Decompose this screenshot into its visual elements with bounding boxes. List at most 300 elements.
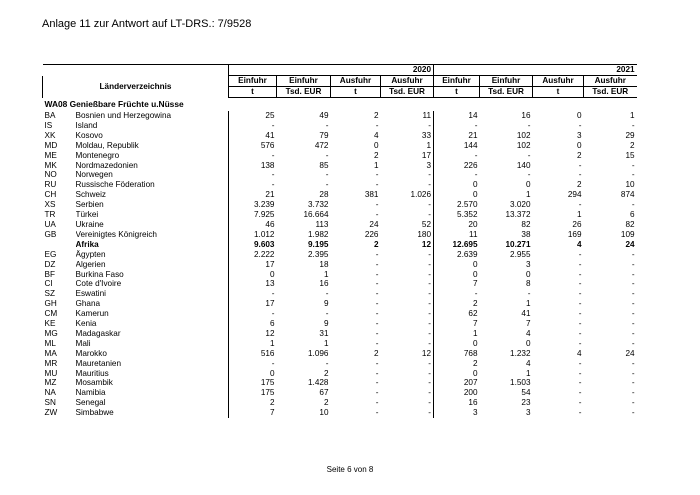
value-cell: 25 [229,111,277,121]
value-cell: - [229,180,277,190]
value-cell: 9 [323,319,329,329]
value-cell: - [375,408,379,418]
value-cell: - [434,121,480,131]
value-cell: 0 [434,339,480,349]
value-cell: - [375,299,379,309]
value-cell: 16 [319,279,329,289]
country-code: UA [44,219,56,229]
col-header: Ausfuhr [331,76,381,87]
value-cell: 2 [323,368,329,378]
value-cell: 82 [625,219,635,229]
value-cell: - [325,180,329,190]
country-code: BA [44,111,56,120]
value-cell: - [325,309,329,319]
country-name: Island [75,120,98,130]
country-name: Algerien [75,259,106,269]
unit-header: Tsd. EUR [584,87,637,98]
country-code: MG [44,328,58,338]
value-cell: 16.664 [303,210,329,220]
value-cell: 3 [434,408,480,418]
value-cell: 62 [434,309,480,319]
table-row [43,200,637,210]
value-cell: - [375,180,379,190]
country-code: MK [44,160,57,170]
country-code: MA [44,348,57,358]
value-cell: - [375,328,379,338]
value-cell: 1.428 [308,378,329,388]
value-cell: 7 [229,408,277,418]
value-cell: 1 [426,140,432,150]
country-name: Türkei [75,210,99,220]
value-cell: - [428,368,432,378]
value-cell: 140 [516,160,531,170]
table-row [43,279,637,289]
value-cell: 16 [434,398,480,408]
value-cell: - [434,289,480,299]
value-cell: 1 [434,329,480,339]
value-cell: 138 [229,161,277,171]
value-cell: 9 [323,299,329,309]
value-cell: 2 [373,348,379,358]
page-footer: Seite 6 von 8 [326,465,374,474]
value-cell: 226 [364,229,379,239]
value-cell: 1.503 [510,378,531,388]
value-cell: 24 [625,348,635,358]
country-name: Namibia [75,388,106,398]
country-name: Marokko [75,348,107,358]
table-row [43,190,637,200]
value-cell: - [375,200,379,210]
value-cell: 4 [373,130,379,140]
value-cell: - [325,358,329,368]
value-cell: 0 [229,369,277,379]
value-cell: - [631,299,635,309]
country-name: Mali [75,338,91,348]
column-header-row [43,76,637,87]
value-cell: - [375,279,379,289]
value-cell: 23 [521,398,531,408]
table-row [43,131,637,141]
value-cell: 17 [229,260,277,270]
col-header: Ausfuhr [584,76,637,87]
value-cell: 0 [434,260,480,270]
value-cell: - [428,249,432,259]
value-cell: - [631,388,635,398]
trade-table-frame [42,64,636,418]
value-cell: - [578,200,582,210]
value-cell: 1.982 [308,229,329,239]
value-cell: - [428,210,432,220]
country-code: MZ [44,378,57,388]
value-cell: 294 [567,190,582,200]
value-cell: 20 [434,220,480,230]
value-cell: 226 [434,161,480,171]
table-row [43,111,637,121]
value-cell: - [428,408,432,418]
table-row [43,141,637,151]
country-code: TR [44,210,56,220]
value-cell: - [578,269,582,279]
table-row [43,270,637,280]
country-name: Eswatini [75,289,106,299]
table-row [43,329,637,339]
value-cell: 1.012 [229,230,277,240]
value-cell: - [631,200,635,210]
value-cell: - [375,259,379,269]
value-cell: - [375,210,379,220]
value-cell: 3.239 [229,200,277,210]
value-cell: - [578,358,582,368]
table-row [43,210,637,220]
value-cell: - [428,388,432,398]
value-cell: - [578,120,582,130]
country-name: Moldau, Republik [75,140,139,150]
value-cell: 29 [625,130,635,140]
value-cell: 13 [229,279,277,289]
value-cell: 2 [323,398,329,408]
value-cell: 472 [314,140,329,150]
value-cell: - [375,388,379,398]
country-code: NO [44,170,57,180]
value-cell: - [631,259,635,269]
value-cell: 874 [620,190,635,200]
country-name: Senegal [75,398,106,408]
value-cell: 2.395 [308,249,329,259]
value-cell: - [578,328,582,338]
value-cell: 16 [521,111,531,120]
country-code: NA [44,388,56,398]
value-cell: 200 [434,388,480,398]
country-name: Montenegro [75,150,120,160]
value-cell: 5.352 [434,210,480,220]
value-cell: 144 [434,141,480,151]
value-cell: - [527,170,531,180]
table-row [43,349,637,359]
value-cell: 0 [525,269,531,279]
value-cell: 4 [576,239,582,249]
value-cell: 3 [525,408,531,418]
value-cell: - [375,378,379,388]
table-row [43,319,637,329]
value-cell: - [325,120,329,130]
country-code: EG [44,249,57,259]
unit-header: t [331,87,381,98]
value-cell: 11 [434,230,480,240]
value-cell: 24 [369,219,379,229]
table-row [43,220,637,230]
table-row [43,388,637,398]
value-cell: - [578,319,582,329]
value-cell: 3 [426,160,432,170]
value-cell: 1 [576,210,582,220]
table-row [43,170,637,180]
value-cell: 0 [525,338,531,348]
value-cell: 0 [576,111,582,120]
country-name: Mauretanien [75,358,122,368]
value-cell: - [375,170,379,180]
value-cell: 1 [373,160,379,170]
value-cell: - [428,200,432,210]
value-cell: 41 [229,131,277,141]
value-cell: 33 [421,130,432,140]
country-code: BF [44,269,55,279]
table-row [43,398,637,408]
unit-header: Tsd. EUR [480,87,533,98]
table-row [43,161,637,171]
country-name: Mosambik [75,378,113,388]
value-cell: - [578,259,582,269]
value-cell: - [578,170,582,180]
value-cell: - [578,388,582,398]
value-cell: 0 [434,180,480,190]
table-row [43,339,637,349]
value-cell: 49 [319,111,329,120]
value-cell: 26 [572,219,582,229]
value-cell: 8 [525,279,531,289]
value-cell: 7.925 [229,210,277,220]
value-cell: - [428,328,432,338]
value-cell: - [375,120,379,130]
value-cell: 2.639 [434,250,480,260]
unit-header: t [533,87,584,98]
value-cell: - [631,398,635,408]
value-cell: 102 [516,130,531,140]
value-cell: 516 [229,349,277,359]
value-cell: - [578,160,582,170]
value-cell: 12.695 [434,240,480,250]
table-row [43,369,637,379]
value-cell: - [325,170,329,180]
table-row [43,378,637,388]
value-cell: 175 [229,378,277,388]
value-cell: 7 [434,279,480,289]
unit-header: Tsd. EUR [381,87,434,98]
value-cell: 67 [319,388,329,398]
value-cell: - [375,358,379,368]
value-cell: - [229,359,277,369]
value-cell: 1.232 [510,348,531,358]
value-cell: 2 [373,150,379,160]
value-cell: 3 [525,259,531,269]
table-row [43,180,637,190]
value-cell: - [428,378,432,388]
country-name: Cote d'Ivoire [75,279,122,289]
country-code: RU [44,180,57,190]
value-cell: 1 [323,338,329,348]
value-cell: - [229,309,277,319]
value-cell: 1 [525,299,531,309]
value-cell: 6 [229,319,277,329]
value-cell: - [527,120,531,130]
value-cell: - [375,289,379,299]
value-cell: 12 [421,239,432,249]
value-cell: 10.271 [505,239,531,249]
value-cell: 15 [625,150,635,160]
country-name: Ägypten [75,249,106,259]
value-cell: 4 [525,328,531,338]
value-cell: - [428,289,432,299]
table-row [43,121,637,131]
value-cell: 3 [576,130,582,140]
value-cell: 768 [434,349,480,359]
value-cell: 169 [567,229,582,239]
country-code: SN [44,398,56,408]
country-name: Mauritius [75,368,109,378]
value-cell: 9.603 [229,240,277,250]
value-cell: 85 [319,160,329,170]
value-cell: - [375,319,379,329]
value-cell: - [631,269,635,279]
year-2020: 2020 [229,65,434,76]
value-cell: 10 [625,180,635,190]
value-cell: 41 [521,309,531,319]
value-cell: - [428,299,432,309]
value-cell: 38 [521,229,531,239]
value-cell: 17 [421,150,432,160]
value-cell: 3.020 [510,200,531,210]
country-name: Burkina Faso [75,269,124,279]
value-cell: 3.732 [308,200,329,210]
document-title: Anlage 11 zur Antwort auf LT-DRS.: 7/9528 [42,18,252,30]
country-code: IS [44,120,53,130]
value-cell: 11 [422,111,432,120]
country-code: ZW [44,408,58,418]
country-name: Bosnien und Herzegowina [75,111,172,120]
table-row [43,230,637,240]
trade-table [42,64,637,418]
value-cell: 2 [373,111,379,120]
value-cell: - [428,319,432,329]
value-cell: - [578,338,582,348]
value-cell: 0 [434,190,480,200]
country-name: Norwegen [75,170,113,180]
table-row [43,289,637,299]
value-cell: 381 [364,190,379,200]
year-header-row [43,65,637,76]
value-cell: 2 [576,180,582,190]
value-cell: 82 [521,219,531,229]
value-cell: 1.026 [410,190,432,200]
year-2021: 2021 [434,65,637,76]
table-row [43,260,637,270]
country-code: XS [44,200,56,210]
value-cell: - [428,358,432,368]
col-header: Einfuhr [229,76,277,87]
country-name: Kenia [75,319,97,329]
value-cell: - [631,338,635,348]
value-cell: 17 [229,299,277,309]
value-cell: - [434,151,480,161]
value-cell: 0 [229,270,277,280]
value-cell: 207 [434,378,480,388]
value-cell: 1 [229,339,277,349]
country-name: Ukraine [75,219,104,229]
country-code [43,240,76,250]
value-cell: 0 [434,369,480,379]
value-cell: - [375,269,379,279]
value-cell: - [631,378,635,388]
value-cell: 24 [625,239,635,249]
country-header: Länderverzeichnis [43,76,229,98]
value-cell: - [578,299,582,309]
value-cell: 4 [576,348,582,358]
value-cell: 576 [229,141,277,151]
value-cell: - [375,249,379,259]
value-cell: - [325,289,329,299]
value-cell: 1 [525,190,531,200]
value-cell: 2 [229,398,277,408]
value-cell: 113 [315,219,329,229]
value-cell: - [229,170,277,180]
value-cell: - [578,368,582,378]
value-cell: - [229,121,277,131]
value-cell: 0 [576,140,582,150]
section-title: WA08 Genießbare Früchte u.Nüsse [44,99,184,109]
table-row [43,250,637,260]
value-cell: 7 [434,319,480,329]
country-name: Kosovo [75,130,103,140]
value-cell: - [375,398,379,408]
value-cell: - [375,338,379,348]
value-cell: 13.372 [505,210,531,220]
col-header: Ausfuhr [381,76,434,87]
value-cell: - [631,328,635,338]
country-name: Afrika [75,239,99,249]
value-cell: - [578,408,582,418]
country-name: Nordmazedonien [75,160,138,170]
country-code: MD [44,140,58,150]
value-cell: 0 [373,140,379,150]
value-cell: 21 [434,131,480,141]
value-cell: - [578,289,582,299]
value-cell: - [631,309,635,319]
table-row [43,151,637,161]
value-cell: - [631,368,635,378]
value-cell: 6 [630,210,635,220]
value-cell: 180 [417,229,432,239]
country-code: SZ [44,289,55,299]
country-code: GH [44,299,57,309]
value-cell: - [631,319,635,329]
value-cell: - [631,160,635,170]
value-cell: 79 [319,130,329,140]
col-header: Ausfuhr [533,76,584,87]
value-cell: 14 [434,111,480,121]
value-cell: - [578,279,582,289]
country-name: Russische Föderation [75,180,155,190]
table-row [43,408,637,418]
value-cell: - [434,170,480,180]
value-cell: 7 [525,319,531,329]
value-cell: 31 [319,328,329,338]
value-cell: 21 [229,190,277,200]
value-cell: - [631,289,635,299]
country-name: Kamerun [75,309,109,319]
value-cell: 18 [319,259,329,269]
value-cell: 2.570 [434,200,480,210]
value-cell: 28 [319,190,329,200]
value-cell: 9.195 [308,239,329,249]
value-cell: - [229,151,277,161]
country-code: CM [44,309,58,319]
value-cell: 2 [576,150,582,160]
value-cell: 12 [229,329,277,339]
value-cell: 10 [319,408,329,418]
country-name: Madagaskar [75,328,121,338]
table-row [43,299,637,309]
value-cell: 2 [630,140,635,150]
value-cell: - [229,289,277,299]
